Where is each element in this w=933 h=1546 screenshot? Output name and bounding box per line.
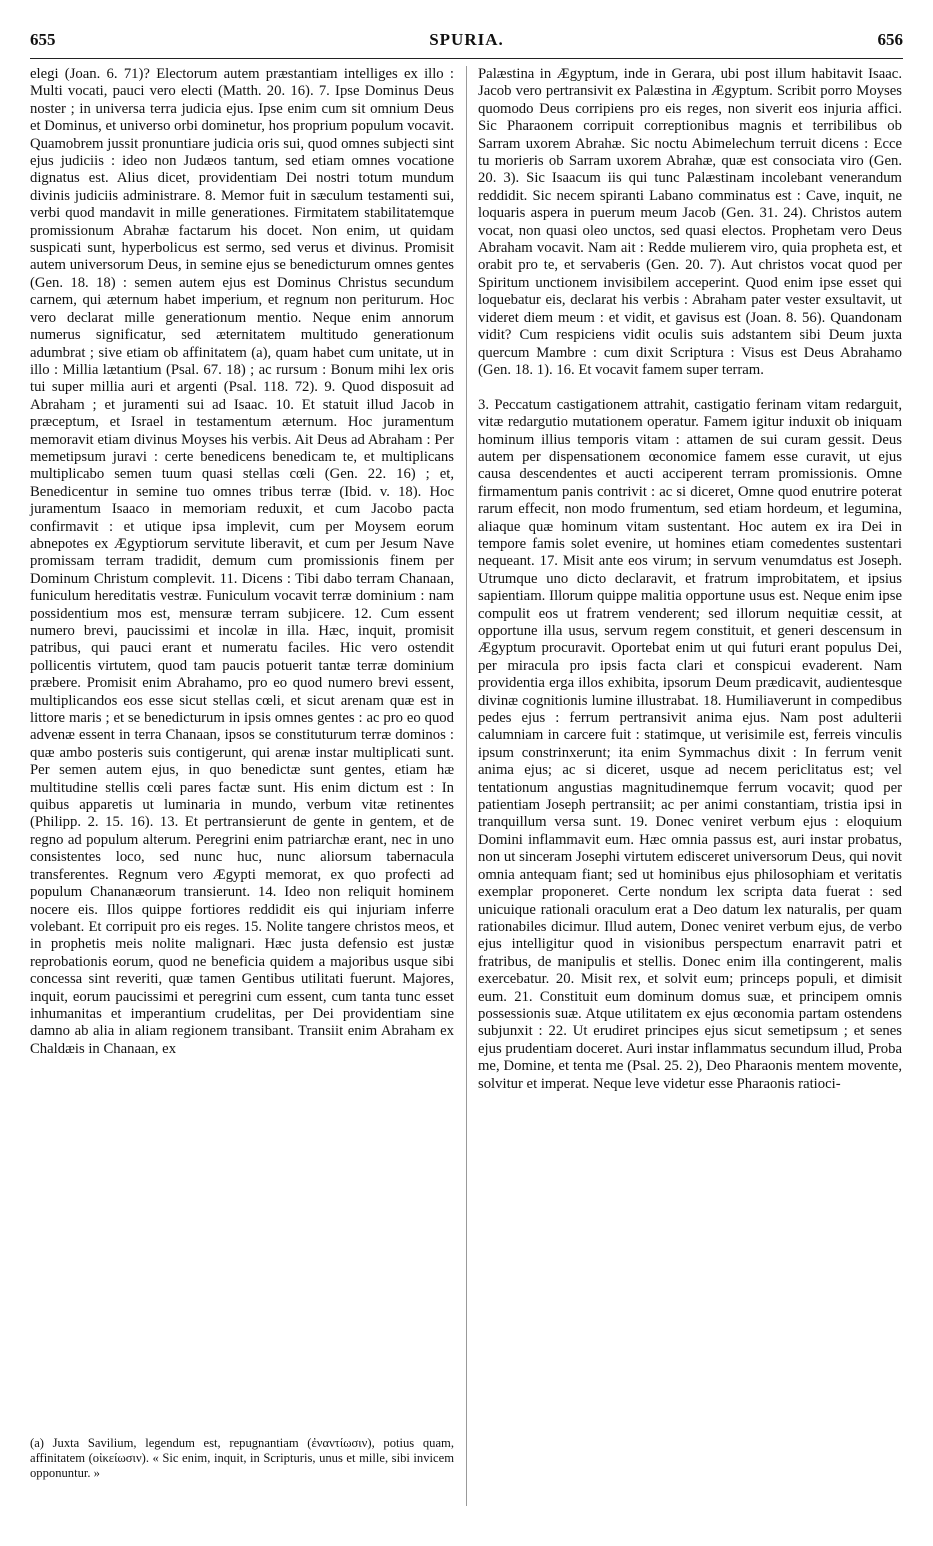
left-page-number: 655 (30, 30, 56, 49)
running-title: SPURIA. (429, 30, 504, 49)
page-header (30, 30, 903, 56)
right-page-number: 656 (877, 30, 903, 49)
right-column-text: Palæstina in Ægyptum, inde in Gerara, ubi post illum habitavit Isaac. Jacob vero pertransivit ex Palæstina in Ægyptum. Scribit porro Moyses quomodo Deus corripiens pro eis reges, non siverit eos injuria affici. Sic Pharaonem corripuit correptionibus magnis et terribilibus ob Sarram uxorem Abrahæ. Sic noctu Abimelechum terruit dicens : Ecce tu morieris ob Sarram uxorem Abrahæ, quæ est consociata viro (Gen. 20. 3). Sic Isaacum iis qui tunc Palæstinam incolebant venerandum reddidit. Sic necem spiranti Labano comminatus est : Cave, inquit, ne loquaris aspera in puerum meum Jacob (Gen. 31. 24). Christos autem vocat, non quasi oleo unctos, sed quasi electos. Prophetam vero Deus Abraham vocavit. Nam ait : Redde mulierem viro, quia propheta est, et orabit pro te, et servaberis (Gen. 20. 7). Aut christos vocat quod per Spiritum unctionem invisibilem acceperint. Quod enim ipse esset qui loquebatur eis, declarat his verbis : Abraham pater vester exsultavit, ut videret diem meum : et vidit, et gavisus est (Joan. 8. 56). Quandonam vidit? Cum respiciens vidit oculis suis adstantem sibi Deum juxta quercum Mambre : cum dixit Scriptura : Visus est Deus Abrahamo (Gen. 18. 1). 16. Et vocavit famem super terram. 3. Peccatum castigationem attrahit, castigatio ferinam vitam redarguit, vitæ redargutio mutationem operatur. Famem igitur induxit ob iniquam hominum illius temporis vitam : attamen de sui curam gessit. Deus autem per dispensationem œconomice famem esse curavit, ut ejus causa descendentes et aucti acciperent terram promissionis. Omne firmamentum panis contrivit : ac si diceret, Omne quod enutrire poterat rarum effecit, non modo frumentum, sed etiam hordeum, et legumina, aliaque quæ hominum vitam sustentant. Hoc autem ex ira Dei in tempore famis solet evenire, ut homines etiam comedentes sustentari nequeant. 17. Misit ante eos virum; in servum venumdatus est Joseph. Utrumque uno dicto declaravit, et fratrum improbitatem, et ipsius sapientiam. Illorum quippe malitia opportune usus est. Neque enim ipse compulit eos ut fratrem venderent; sed illorum nequitiæ cessit, at opportune illa usus, servum regem constituit, et generi descensum in Ægyptum procuravit. Oportebat enim ut qui futuri erant populus Dei, per miracula pro ipsis facta clari et conspicui evaderent. Nam providentia erga illos exhibita, ipsorum Deum prædicavit, audientesque divinæ cognitionis lumine illustrabat. 18. Humiliaverunt in compedibus pedes ejus : ferrum pertransivit anima ejus. Nam post adulterii calumniam in carcere fuit : statimque, ut verisimile est, ferreis vinculis ipsum constrinxerunt; ita enim Symmachus dixit : In ferrum venit anima ejus; ac si diceret, usque ad necem periclitatus est; vel tentationum angustias magnitudinemque ferrum vocavit; quod per patientiam Joseph pertransiit; ac per animi constantiam, tristia ipsi in tranquillum versa sunt. 19. Donec veniret verbum ejus : eloquium Domini inflammavit eum. Hæc omnia passus est, auri instar probatus, non ut sinceram Josephi virtutem edisceret universorum Deus, qui novit omnia antequam fiant; sed ut hominibus ejus philosophiam et veritatis exemplar proponeret. Certe nondum lex scripta data fuerat : sed unicuique rationali oraculum erat a Deo datum lex naturalis, per quam rationabiles dicimur. Illud autem, Donec veniret verbum ejus, de verbo ejus intelligitur quod in visionibus perspectum enarravit patri et fratribus, de manipulis et stellis. Donec enim illa contingerent, malis exercebatur. 20. Misit rex, et solvit eum; princeps populi, et dimisit eum. 21. Constituit eum dominum domus suæ, et principem omnis possessionis suæ. Atque utilitatem ex ejus œconomia partam ostendens subjunxit : 22. Ut erudiret principes ejus sicut semetipsum ; et senes ejus prudentiam doceret. Auri instar inflammatus secundum illud, Proba me, Domine, et tenta me (Psal. 25. 2), Deo Pharaonis mentem movente, solvitur et imperat. Neque leve videtur esse Pharaonis ratioci- (478, 66, 902, 1092)
column-divider (466, 66, 467, 1506)
header-rule (30, 58, 903, 59)
left-column-text: elegi (Joan. 6. 71)? Electorum autem præstantiam intelliges ex illo : Multi vocati, pauci vero electi (Matth. 20. 16). 7. Ipse Dominus Deus noster ; in universa terra judicia ejus. Ipse enim cum sit omnium Deus et Dominus, et universo orbi dominetur, hos proprium populum vocavit. Quamobrem jussit pronuntiare judicia oris sui, quod omnes subjecti sint ejus judiciis : ideo non Judæos tantum, sed etiam omnes vocatione dignatus est. Alius dicet, providentiam Dei nostri totum mundum divinis judiciis administrare. 8. Memor fuit in sæculum testamenti sui, verbi quod mandavit in mille generationes. Firmitatem stabilitatemque promissionum Abrahæ factarum his docet. Non enim, ut quidam suspicati sunt, hyperbolicus est sermo, sed verus et divinus. Promisit autem universorum Deus, in semine ejus se benedicturum omnes gentes (Gen. 18. 18) : semen autem ejus est Dominus Christus secundum carnem, qui æternum habet imperium, et regnum non periturum. Hoc vero declarat mille generationum mentio. Neque enim annorum numerus significatur, sed æternitatem multitudo generationum adumbrat ; sive etiam ob affinitatem (a), quam habet cum unitate, ut in illo : Millia lætantium (Psal. 67. 18) ; ac rursum : Bonum mihi lex oris tui super millia auri et argenti (Psal. 118. 72). 9. Quod disposuit ad Abraham ; et juramenti sui ad Isaac. 10. Et statuit illud Jacob in præceptum, et Israel in testamentum æternum. Hoc juramentum memoravit etiam divinus Moyses his verbis. Ait Deus ad Abraham : Per memetipsum juravi : certe benedicens benedicam te, et multiplicans multiplicabo semen tuum quasi stellas cœli (Gen. 22. 16) ; et, Benedicentur in semine tuo omnes tribus terræ (Ibid. v. 18). Hoc juramentum Isaaco in memoriam reduxit, et cum Jacobo pacta confirmavit : et utique ipsa implevit, cum per Moysem eorum abnepotes ex Ægyptiorum servitute liberavit, et cum per Jesum Nave promissam terram tradidit, demum cum promissionis finem per Dominum Christum complevit. 11. Dicens : Tibi dabo terram Chanaan, funiculum hereditatis vestræ. Funiculum vocavit terræ dominium : nam possidentium mos est, mensuræ terram subjicere. 12. Cum essent numero brevi, paucissimi et incolæ in illa. Hæc, inquit, promisit patribus, qui pauci erant et numeratu faciles. Hic vero ostendit pollicentis virtutem, quod tam paucis potuerit tantæ terræ dominium præbere. Promisit enim Abrahamo, pro eo quod numero brevi essent, multiplicandos eos esse sicut stellas cœli, et sicut arenam quæ est in littore maris ; et se benedicturum in ipsis omnes gentes : ac pro eo quod advenæ essent in terra Chanaan, ipsos se constituturum terræ dominos : quæ ambo posteris suis contigerunt, qui arenæ instar multiplicati sunt. Per semen autem ejus, in quo benedictæ sunt gentes, etiam hæ multitudine stellis cœli pares factæ sunt. His enim dictum est : In quibus apparetis ut luminaria in mundo, verbum vitæ retinentes (Philipp. 2. 15. 16). 13. Et pertransierunt de gente in gentem, et de regno ad populum alterum. Peregrini enim patriarchæ erant, nec in uno consistentes loco, sed nunc huc, nunc aliorsum tabernacula transferentes. Regnum vero Ægypti memorat, ex quo profecti ad populum Chananæorum transierunt. 14. Ideo non reliquit hominem nocere eis. Illos quippe fortiores reddidit eis qui injuriam inferre volebant. Et corripuit pro eis reges. 15. Nolite tangere christos meos, et in prophetis meis nolite malignari. Hæc justa defensio est justæ reprobationis eorum, quod ne beneficia quidem a majoribus usque sibi concessa sint reveriti, quæ tamen Gentibus utilitati fuerunt. Majores, inquit, eorum paucissimi et peregrini cum essent, cum tanta tunc esset inhumanitas et imperantium crudelitas, per Dei providentiam sine damno ab alia in aliam regionem transibant. Transiit enim Abraham ex Chaldæis in Chanaan, ex (30, 66, 454, 1057)
footnote: (a) Juxta Savilium, legendum est, repugnantiam (ἐναντίωσιν), potius quam, affinitatem (οἰκείωσιν). « Sic enim, inquit, in Scripturis, unus et mille, sibi invicem opponuntur. » (30, 1436, 454, 1480)
